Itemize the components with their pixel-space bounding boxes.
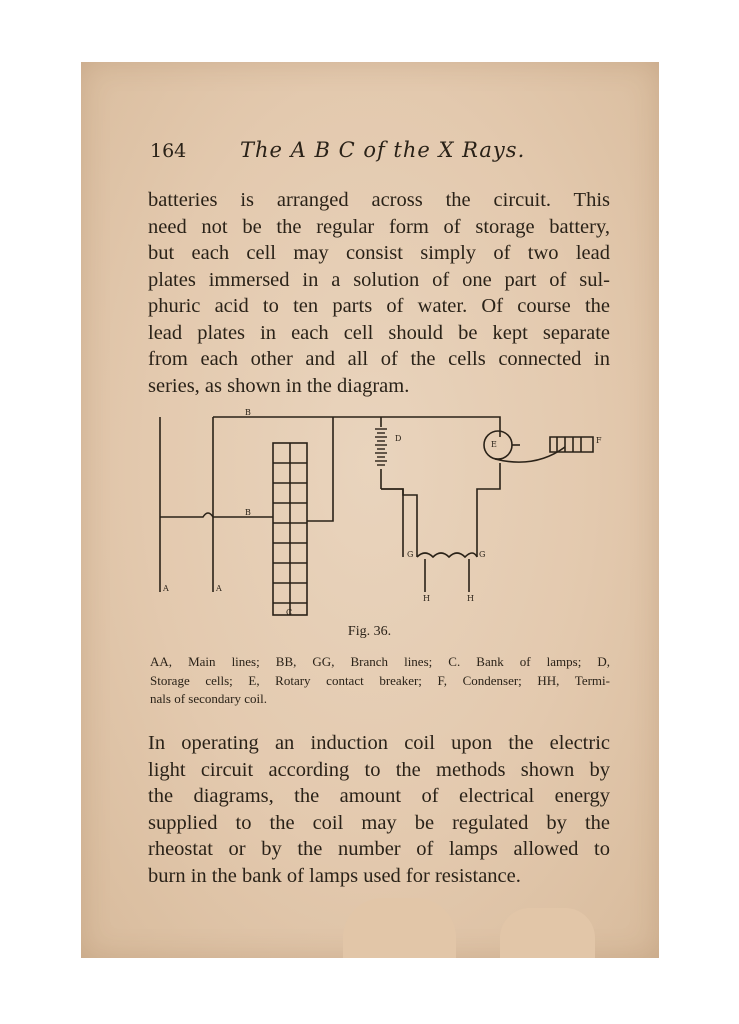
page-tab [500,908,595,958]
text-line: series, as shown in the diagram. [148,374,410,397]
induction-coil [417,553,477,557]
label-c: C [286,608,293,617]
label-e: E [491,440,497,449]
book-title: The A B C of the X Rays. [240,138,526,162]
text-line: need not be the regular form of storage battery, [148,215,610,238]
label-g1: G [407,550,414,559]
branch-g1 [381,489,417,557]
text-line: from each other and all of the cells connected in [148,348,610,370]
label-d: D [395,434,402,443]
page-tab [343,898,456,958]
caption-line: AA, Main lines; BB, GG, Branch lines; C. Bank of lamps; D, [150,654,610,669]
rotary-breaker [484,431,512,459]
branch-g2 [477,463,500,557]
breaker-wire [495,447,565,462]
label-g2: G [479,550,486,559]
text-line: phuric acid to ten parts of water. Of course the [148,295,610,317]
text-line: lead plates in each cell should be kept separate [148,321,610,344]
text-line: In operating an induction coil upon the electric [148,732,610,754]
branch-line-b1 [160,513,273,517]
text-line: the diagrams, the amount of electrical energy [148,785,610,807]
figure-label: Fig. 36. [347,624,392,639]
text-line: supplied to the coil may be regulated by the [148,811,610,834]
paragraph-2 [148,730,610,889]
label-a2: A [216,584,222,593]
label-a1: A [163,584,169,593]
text-line: burn in the bank of lamps used for resistance. [148,864,521,887]
label-b2: B [245,508,251,517]
figure-caption [150,653,610,709]
label-h2: H [467,594,474,603]
branch-line-b2 [213,417,500,437]
caption-line: nals of secondary coil. [150,691,267,706]
label-f: F [596,436,602,445]
text-line: rheostat or by the number of lamps allowed to [148,838,610,860]
page-number: 164 [150,140,187,162]
paragraph-1 [148,187,610,399]
text-line: light circuit according to the methods shown by [148,758,610,781]
text-line: plates immersed in a solution of one part of sul- [148,268,610,291]
text-line: but each cell may consist simply of two lead [148,242,610,264]
lamp-bank-to-line [307,417,333,521]
label-h1: H [423,594,430,603]
circuit-diagram [155,407,615,617]
caption-line: Storage cells; E, Rotary contact breaker; F, Condenser; HH, Termi- [150,672,610,688]
text-line: batteries is arranged across the circuit. This [148,189,610,211]
label-b1: B [245,408,251,417]
